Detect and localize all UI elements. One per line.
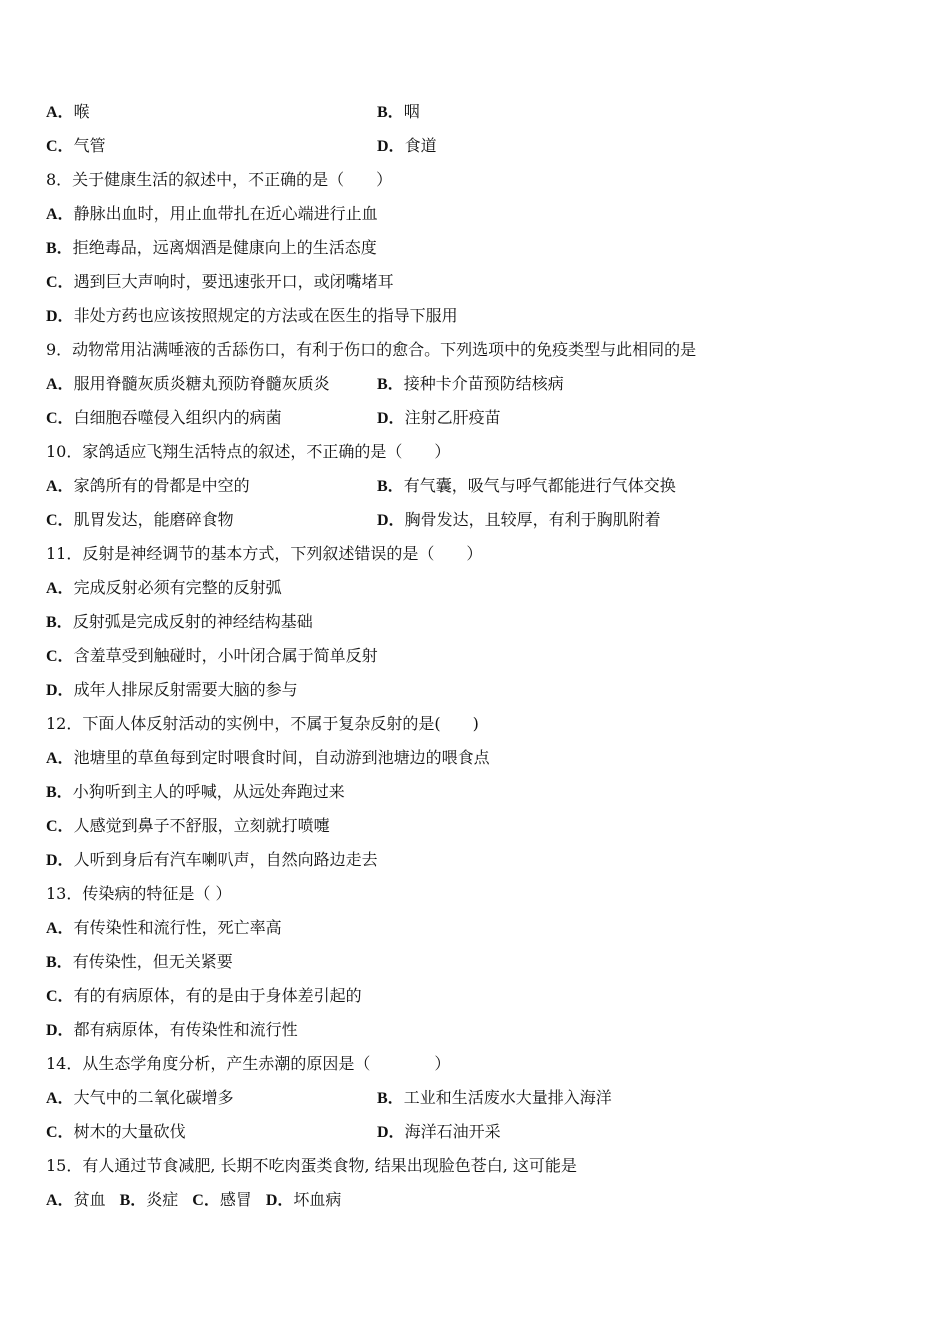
option-letter: B． bbox=[46, 614, 73, 631]
option-letter: D． bbox=[46, 682, 74, 699]
q15-stem: 15．有人通过节食减肥, 长期不吃肉蛋类食物, 结果出现脸色苍白, 这可能是 bbox=[46, 1156, 577, 1175]
option-text: 含羞草受到触碰时，小叶闭合属于简单反射 bbox=[73, 646, 378, 665]
q12-option-c bbox=[46, 814, 330, 838]
option-letter: B． bbox=[46, 784, 73, 801]
q13-option-d bbox=[46, 1018, 298, 1042]
q14-option-a bbox=[46, 1086, 234, 1110]
q15-options-row bbox=[46, 1188, 341, 1212]
option-letter: A． bbox=[46, 1192, 74, 1209]
option-text: 静脉出血时，用止血带扎在近心端进行止血 bbox=[73, 204, 378, 223]
option-text: 炎症 bbox=[146, 1190, 179, 1209]
option-text: 遇到巨大声响时，要迅速张开口，或闭嘴堵耳 bbox=[73, 272, 394, 291]
option-letter: D． bbox=[265, 1192, 294, 1209]
q10-stem: 10．家鸽适应飞翔生活特点的叙述，不正确的是（ ） bbox=[46, 442, 451, 461]
option-letter: C． bbox=[192, 1192, 220, 1209]
option-letter: B． bbox=[46, 240, 73, 257]
option-letter: B． bbox=[119, 1192, 147, 1209]
q8-option-a bbox=[46, 202, 378, 226]
q7-option-c bbox=[46, 134, 106, 158]
option-text: 大气中的二氧化碳增多 bbox=[73, 1088, 234, 1107]
q11-option-b bbox=[46, 610, 313, 634]
option-text: 都有病原体，有传染性和流行性 bbox=[73, 1020, 298, 1039]
q13-stem: 13．传染病的特征是（ ） bbox=[46, 884, 232, 903]
q11-option-a bbox=[46, 576, 282, 600]
q10-option-d bbox=[377, 508, 661, 532]
option-text: 气管 bbox=[73, 136, 106, 155]
option-text: 工业和生活废水大量排入海洋 bbox=[403, 1088, 612, 1107]
option-letter: C． bbox=[46, 512, 74, 529]
q13-option-b bbox=[46, 950, 233, 974]
q12-option-b bbox=[46, 780, 345, 804]
option-letter: B． bbox=[377, 376, 404, 393]
option-text: 肌胃发达，能磨碎食物 bbox=[73, 510, 234, 529]
option-text: 反射弧是完成反射的神经结构基础 bbox=[72, 612, 313, 631]
option-text: 白细胞吞噬侵入组织内的病菌 bbox=[73, 408, 282, 427]
q15-option-c bbox=[192, 1190, 252, 1209]
q15-option-b bbox=[120, 1190, 179, 1209]
option-letter: C． bbox=[46, 1124, 74, 1141]
option-text: 胸骨发达，且较厚，有利于胸肌附着 bbox=[404, 510, 661, 529]
option-letter: C． bbox=[46, 410, 74, 427]
q11-stem: 11．反射是神经调节的基本方式，下列叙述错误的是（ ） bbox=[46, 544, 483, 563]
option-letter: A． bbox=[46, 920, 74, 937]
q13-option-c bbox=[46, 984, 362, 1008]
q7-option-a bbox=[46, 100, 90, 124]
option-text: 有传染性，但无关紧要 bbox=[72, 952, 233, 971]
option-text: 注射乙肝疫苗 bbox=[404, 408, 501, 427]
q9-option-b bbox=[377, 372, 564, 396]
q8-option-c bbox=[46, 270, 394, 294]
option-letter: D． bbox=[377, 1124, 405, 1141]
option-text: 接种卡介苗预防结核病 bbox=[403, 374, 564, 393]
option-letter: A． bbox=[46, 750, 74, 767]
option-letter: A． bbox=[46, 206, 74, 223]
option-text: 贫血 bbox=[73, 1190, 106, 1209]
q12-stem: 12．下面人体反射活动的实例中，不属于复杂反射的是( ) bbox=[46, 714, 479, 733]
option-letter: D． bbox=[377, 410, 405, 427]
q15-option-d bbox=[266, 1190, 342, 1209]
option-text: 感冒 bbox=[219, 1190, 252, 1209]
option-letter: C． bbox=[46, 138, 74, 155]
option-letter: D． bbox=[377, 138, 405, 155]
option-letter: A． bbox=[46, 104, 74, 121]
option-text: 有传染性和流行性，死亡率高 bbox=[73, 918, 282, 937]
q8-option-d bbox=[46, 304, 458, 328]
option-letter: C． bbox=[46, 274, 74, 291]
option-letter: B． bbox=[377, 1090, 404, 1107]
option-letter: D． bbox=[377, 512, 405, 529]
q9-option-a bbox=[46, 372, 330, 396]
option-text: 拒绝毒品，远离烟酒是健康向上的生活态度 bbox=[72, 238, 377, 257]
q9-stem: 9．动物常用沾满唾液的舌舔伤口，有利于伤口的愈合。下列选项中的免疫类型与此相同的是 bbox=[46, 340, 697, 359]
option-letter: B． bbox=[377, 104, 404, 121]
q9-option-d bbox=[377, 406, 501, 430]
option-text: 有的有病原体，有的是由于身体差引起的 bbox=[73, 986, 362, 1005]
option-letter: D． bbox=[46, 308, 74, 325]
q13-option-a bbox=[46, 916, 282, 940]
option-letter: B． bbox=[377, 478, 404, 495]
q7-option-d bbox=[377, 134, 437, 158]
option-letter: D． bbox=[46, 852, 74, 869]
q8-stem: 8．关于健康生活的叙述中，不正确的是（ ） bbox=[46, 170, 393, 189]
option-letter: B． bbox=[46, 954, 73, 971]
option-letter: C． bbox=[46, 818, 74, 835]
option-text: 坏血病 bbox=[293, 1190, 342, 1209]
option-letter: C． bbox=[46, 988, 74, 1005]
q11-option-c bbox=[46, 644, 378, 668]
option-letter: A． bbox=[46, 580, 74, 597]
q14-stem: 14．从生态学角度分析，产生赤潮的原因是（ ） bbox=[46, 1054, 451, 1073]
option-text: 池塘里的草鱼每到定时喂食时间，自动游到池塘边的喂食点 bbox=[73, 748, 490, 767]
option-text: 人感觉到鼻子不舒服，立刻就打喷嚏 bbox=[73, 816, 330, 835]
q14-option-d bbox=[377, 1120, 501, 1144]
option-text: 有气囊，吸气与呼气都能进行气体交换 bbox=[403, 476, 676, 495]
option-text: 成年人排尿反射需要大脑的参与 bbox=[73, 680, 298, 699]
option-letter: A． bbox=[46, 1090, 74, 1107]
option-letter: C． bbox=[46, 648, 74, 665]
option-text: 树木的大量砍伐 bbox=[73, 1122, 186, 1141]
q14-option-c bbox=[46, 1120, 186, 1144]
option-letter: A． bbox=[46, 376, 74, 393]
option-text: 喉 bbox=[73, 102, 90, 121]
option-text: 海洋石油开采 bbox=[404, 1122, 501, 1141]
q10-option-c bbox=[46, 508, 234, 532]
q7-option-b bbox=[377, 100, 420, 124]
q12-option-d bbox=[46, 848, 378, 872]
option-letter: D． bbox=[46, 1022, 74, 1039]
option-text: 小狗听到主人的呼喊，从远处奔跑过来 bbox=[72, 782, 345, 801]
q9-option-c bbox=[46, 406, 282, 430]
option-text: 食道 bbox=[404, 136, 437, 155]
q15-option-a bbox=[46, 1190, 106, 1209]
q14-option-b bbox=[377, 1086, 612, 1110]
q10-option-a bbox=[46, 474, 250, 498]
option-text: 非处方药也应该按照规定的方法或在医生的指导下服用 bbox=[73, 306, 458, 325]
q10-option-b bbox=[377, 474, 676, 498]
q12-option-a bbox=[46, 746, 490, 770]
option-text: 家鸽所有的骨都是中空的 bbox=[73, 476, 250, 495]
option-text: 咽 bbox=[403, 102, 420, 121]
q8-option-b bbox=[46, 236, 377, 260]
option-text: 人听到身后有汽车喇叭声，自然向路边走去 bbox=[73, 850, 378, 869]
option-text: 服用脊髓灰质炎糖丸预防脊髓灰质炎 bbox=[73, 374, 330, 393]
option-letter: A． bbox=[46, 478, 74, 495]
option-text: 完成反射必须有完整的反射弧 bbox=[73, 578, 282, 597]
q11-option-d bbox=[46, 678, 298, 702]
